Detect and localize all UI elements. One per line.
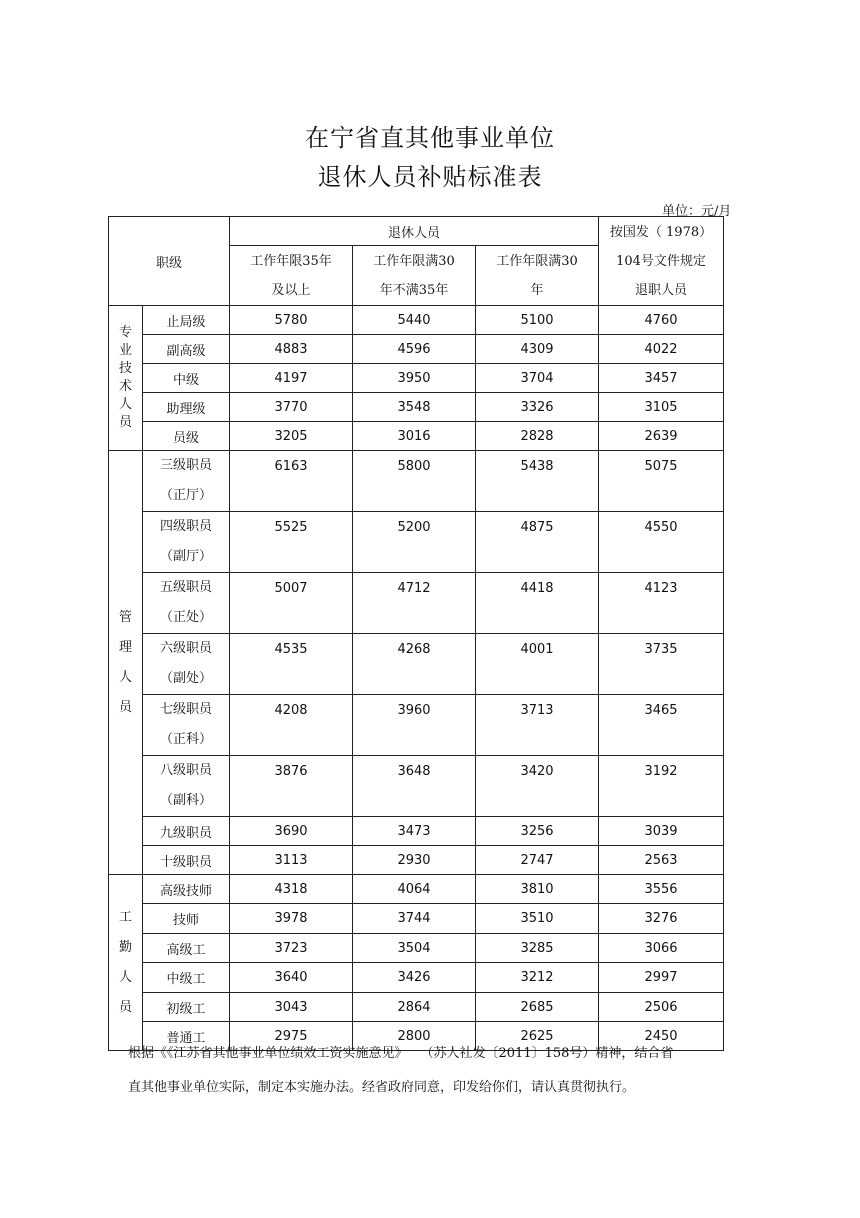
- table-row: [109, 695, 724, 756]
- table-row: [109, 306, 724, 335]
- table-row: [109, 634, 724, 695]
- value-cell: 4596: [353, 335, 476, 364]
- table-row: [109, 875, 724, 904]
- table-row: [109, 846, 724, 875]
- value-cell: 5525: [230, 512, 353, 573]
- grade-name: [143, 634, 230, 695]
- group-work-char: 人: [118, 969, 132, 985]
- value-cell: 3960: [353, 695, 476, 756]
- value-cell: 4875: [476, 512, 599, 573]
- table-row: [109, 335, 724, 364]
- grade-name-sub: （副厅）: [160, 549, 213, 564]
- table-row: [109, 512, 724, 573]
- grade-name: [143, 695, 230, 756]
- value-cell: 3326: [476, 393, 599, 422]
- header-col3-line1: 工作年限满30: [496, 253, 578, 269]
- value-cell: 2506: [599, 993, 724, 1022]
- value-cell: 3205: [230, 422, 353, 451]
- header-col4-line3: 退职人员: [635, 282, 688, 298]
- grade-name-sub: （正厅）: [160, 488, 213, 503]
- value-cell: 5100: [476, 306, 599, 335]
- value-cell: 2828: [476, 422, 599, 451]
- group-work: [109, 875, 143, 1051]
- value-cell: 3113: [230, 846, 353, 875]
- header-col2-line2: 年不满35年: [379, 282, 449, 298]
- value-cell: 6163: [230, 451, 353, 512]
- value-cell: 2450: [599, 1022, 724, 1051]
- group-work-char: 员: [118, 999, 132, 1015]
- value-cell: 4064: [353, 875, 476, 904]
- value-cell: 3810: [476, 875, 599, 904]
- value-cell: 4550: [599, 512, 724, 573]
- subsidy-table: [108, 216, 724, 1051]
- unit-label: 单位：元/月: [662, 204, 732, 219]
- value-cell: 3548: [353, 393, 476, 422]
- group-tech-char: 人: [118, 397, 132, 412]
- value-cell: 3465: [599, 695, 724, 756]
- grade-name: 技师: [143, 904, 230, 934]
- page-title-line1: 在宁省直其他事业单位: [305, 124, 555, 152]
- value-cell: 3457: [599, 364, 724, 393]
- value-cell: 4309: [476, 335, 599, 364]
- group-tech-char: 术: [118, 379, 132, 394]
- value-cell: 3556: [599, 875, 724, 904]
- value-cell: 2563: [599, 846, 724, 875]
- value-cell: 4001: [476, 634, 599, 695]
- group-mgmt-char: 理: [118, 639, 132, 655]
- group-mgmt-char: 员: [118, 699, 132, 715]
- table-row: [109, 364, 724, 393]
- value-cell: 3713: [476, 695, 599, 756]
- header-col1-line1: 工作年限35年: [250, 253, 332, 269]
- group-mgmt: [109, 451, 143, 875]
- table-row: [109, 904, 724, 934]
- header-retirees: 退休人员: [230, 217, 599, 246]
- value-cell: 3192: [599, 756, 724, 817]
- group-work-char: 工: [118, 909, 132, 925]
- grade-name-main: 五级职员: [160, 580, 213, 595]
- header-col4: [599, 217, 724, 306]
- value-cell: 5800: [353, 451, 476, 512]
- value-cell: 5440: [353, 306, 476, 335]
- grade-name: 助理级: [143, 393, 230, 422]
- grade-name: 普通工: [143, 1022, 230, 1051]
- value-cell: 3256: [476, 817, 599, 846]
- grade-name-sub: （正处）: [160, 610, 213, 625]
- value-cell: 4712: [353, 573, 476, 634]
- table-row: [109, 573, 724, 634]
- value-cell: 3016: [353, 422, 476, 451]
- value-cell: 5007: [230, 573, 353, 634]
- grade-name: 止局级: [143, 306, 230, 335]
- value-cell: 5438: [476, 451, 599, 512]
- grade-name-main: 七级职员: [160, 702, 213, 717]
- value-cell: 2975: [230, 1022, 353, 1051]
- value-cell: 3648: [353, 756, 476, 817]
- value-cell: 3510: [476, 904, 599, 934]
- grade-name: 中级: [143, 364, 230, 393]
- value-cell: 2747: [476, 846, 599, 875]
- header-col1-line2: 及以上: [271, 282, 311, 298]
- value-cell: 5075: [599, 451, 724, 512]
- group-tech: [109, 306, 143, 451]
- header-col1: [230, 246, 353, 306]
- value-cell: 3690: [230, 817, 353, 846]
- grade-name: 员级: [143, 422, 230, 451]
- header-col4-line2: 104号文件规定: [616, 253, 706, 269]
- grade-name-main: 三级职员: [160, 458, 213, 473]
- group-mgmt-char: 人: [118, 669, 132, 685]
- header-grade: 职级: [109, 217, 230, 306]
- table-row: [109, 817, 724, 846]
- value-cell: 5780: [230, 306, 353, 335]
- table-row: [109, 963, 724, 993]
- value-cell: 3744: [353, 904, 476, 934]
- header-col2: [353, 246, 476, 306]
- grade-name: 副高级: [143, 335, 230, 364]
- value-cell: 3876: [230, 756, 353, 817]
- value-cell: 3285: [476, 934, 599, 963]
- group-mgmt-char: 管: [118, 609, 132, 625]
- table-row: [109, 756, 724, 817]
- grade-name-sub: （正科）: [160, 732, 213, 747]
- value-cell: 3704: [476, 364, 599, 393]
- value-cell: 2639: [599, 422, 724, 451]
- value-cell: 3978: [230, 904, 353, 934]
- note-line1: 根据《《江苏省其他事业单位绩效工资实施意见》 （苏人社发〔2011〕158号）精神，结合省: [128, 1046, 674, 1061]
- grade-name: 初级工: [143, 993, 230, 1022]
- value-cell: 3770: [230, 393, 353, 422]
- value-cell: 3105: [599, 393, 724, 422]
- table-row: [109, 934, 724, 963]
- grade-name: 十级职员: [143, 846, 230, 875]
- value-cell: 2685: [476, 993, 599, 1022]
- grade-name-main: 四级职员: [160, 519, 213, 534]
- value-cell: 3039: [599, 817, 724, 846]
- value-cell: 2864: [353, 993, 476, 1022]
- value-cell: 4760: [599, 306, 724, 335]
- group-work-char: 勤: [118, 939, 132, 955]
- value-cell: 4268: [353, 634, 476, 695]
- value-cell: 4022: [599, 335, 724, 364]
- header-col2-line1: 工作年限满30: [373, 253, 455, 269]
- group-tech-char: 专: [118, 325, 132, 340]
- grade-name: [143, 573, 230, 634]
- grade-name: 高级工: [143, 934, 230, 963]
- value-cell: 3504: [353, 934, 476, 963]
- value-cell: 3043: [230, 993, 353, 1022]
- table-row: [109, 451, 724, 512]
- grade-name: 中级工: [143, 963, 230, 993]
- value-cell: 3950: [353, 364, 476, 393]
- value-cell: 4318: [230, 875, 353, 904]
- header-col4-line1: 按国发（ 1978）: [609, 224, 713, 240]
- grade-name-main: 八级职员: [160, 763, 213, 778]
- value-cell: 4883: [230, 335, 353, 364]
- table-row: [109, 393, 724, 422]
- value-cell: 2997: [599, 963, 724, 993]
- value-cell: 3723: [230, 934, 353, 963]
- value-cell: 2625: [476, 1022, 599, 1051]
- value-cell: 4418: [476, 573, 599, 634]
- value-cell: 3473: [353, 817, 476, 846]
- value-cell: 4123: [599, 573, 724, 634]
- value-cell: 3426: [353, 963, 476, 993]
- grade-name-main: 六级职员: [160, 641, 213, 656]
- grade-name-sub: （副科）: [160, 793, 213, 808]
- group-tech-char: 技: [118, 361, 132, 376]
- page-title-line2: 退休人员补贴标准表: [317, 163, 543, 191]
- header-col3-line2: 年: [530, 282, 544, 298]
- value-cell: 3640: [230, 963, 353, 993]
- note-line2: 直其他事业单位实际，制定本实施办法。经省政府同意，印发给你们，请认真贯彻执行。: [128, 1080, 636, 1095]
- header-col3: [476, 246, 599, 306]
- grade-name: [143, 451, 230, 512]
- group-tech-char: 业: [118, 343, 132, 358]
- value-cell: 3735: [599, 634, 724, 695]
- table-row: [109, 993, 724, 1022]
- value-cell: 5200: [353, 512, 476, 573]
- value-cell: 3212: [476, 963, 599, 993]
- value-cell: 4208: [230, 695, 353, 756]
- value-cell: 4535: [230, 634, 353, 695]
- grade-name: 高级技师: [143, 875, 230, 904]
- grade-name-sub: （副处）: [160, 671, 213, 686]
- value-cell: 2800: [353, 1022, 476, 1051]
- value-cell: 3420: [476, 756, 599, 817]
- value-cell: 3066: [599, 934, 724, 963]
- table-row: [109, 422, 724, 451]
- grade-name: [143, 512, 230, 573]
- grade-name: [143, 756, 230, 817]
- value-cell: 4197: [230, 364, 353, 393]
- grade-name: 九级职员: [143, 817, 230, 846]
- value-cell: 2930: [353, 846, 476, 875]
- group-tech-char: 员: [118, 415, 132, 430]
- value-cell: 3276: [599, 904, 724, 934]
